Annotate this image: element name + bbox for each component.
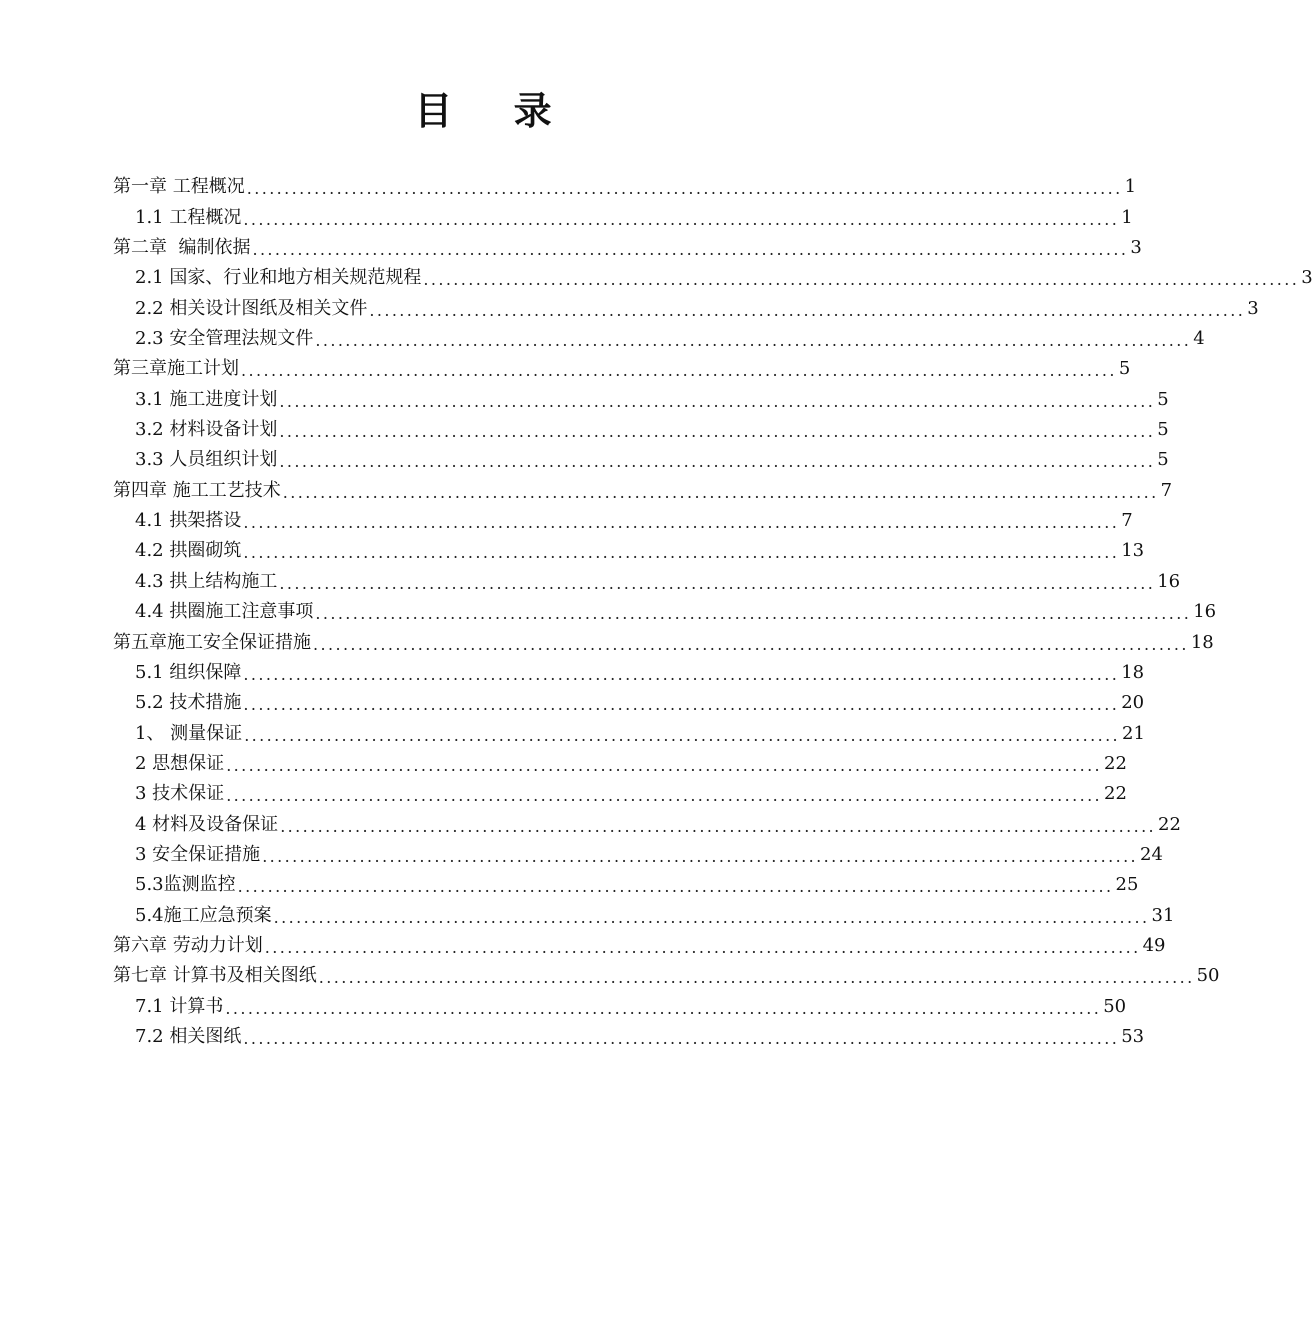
toc-entry[interactable]	[113, 170, 1137, 200]
toc-entry-label: 第七章 计算书及相关图纸	[113, 963, 317, 989]
toc-entry[interactable]	[113, 291, 1259, 321]
toc-entry-label: 5.3监测监控	[135, 872, 236, 898]
dot-leader: .....................................................................................................................	[226, 786, 1103, 806]
toc-entry-label: 4.4 拱圈施工注意事项	[135, 599, 313, 625]
toc-entry-page-number: 31	[1151, 904, 1175, 926]
toc-entry-label: 2.2 相关设计图纸及相关文件	[135, 296, 367, 322]
toc-entry-page-number: 50	[1103, 995, 1127, 1017]
dot-leader: .....................................................................................................................	[241, 361, 1117, 381]
dot-leader: .....................................................................................................................	[243, 543, 1120, 563]
toc-entry[interactable]	[113, 747, 1127, 777]
toc-entry-label: 4 材料及设备保证	[135, 812, 278, 838]
toc-entry-page-number: 3	[1130, 237, 1142, 259]
toc-entry-page-number: 13	[1121, 540, 1145, 562]
toc-entry[interactable]	[113, 473, 1173, 503]
toc-entry[interactable]	[113, 1020, 1145, 1050]
toc-entry[interactable]	[113, 564, 1181, 594]
toc-entry-page-number: 3	[1247, 297, 1259, 319]
toc-entry-page-number: 5	[1157, 388, 1169, 410]
toc-entry-page-number: 16	[1193, 601, 1217, 623]
toc-entry-label: 第六章 劳动力计划	[113, 933, 263, 959]
dot-leader: .....................................................................................................................	[243, 664, 1120, 684]
dot-leader: .....................................................................................................................	[252, 240, 1129, 260]
toc-entry-page-number: 53	[1121, 1025, 1145, 1047]
dot-leader: .....................................................................................................................	[279, 391, 1156, 411]
toc-entry-page-number: 5	[1157, 419, 1169, 441]
toc-entry[interactable]	[113, 382, 1169, 412]
toc-entry[interactable]	[113, 504, 1133, 534]
dot-leader: .....................................................................................................................	[243, 695, 1120, 715]
toc-entry-label: 3.2 材料设备计划	[135, 417, 277, 443]
toc-entry-page-number: 18	[1190, 631, 1214, 653]
toc-entry[interactable]	[113, 261, 1313, 291]
toc-entry[interactable]	[113, 322, 1205, 352]
toc-entry-page-number: 7	[1160, 479, 1173, 501]
toc-entry-label: 7.2 相关图纸	[135, 1024, 241, 1050]
toc-entry-label: 第三章施工计划	[113, 356, 239, 382]
dot-leader: .....................................................................................................................	[313, 634, 1189, 654]
toc-entry[interactable]	[113, 595, 1217, 625]
toc-entry-label: 第二章 编制依据	[113, 235, 250, 261]
toc-entry-page-number: 5	[1157, 449, 1169, 471]
toc-entry[interactable]	[113, 625, 1214, 655]
dot-leader: .....................................................................................................................	[273, 907, 1150, 927]
toc-entry-label: 4.2 拱圈砌筑	[135, 538, 241, 564]
toc-entry[interactable]	[113, 898, 1175, 928]
toc-entry[interactable]	[113, 443, 1169, 473]
toc-entry[interactable]	[113, 686, 1145, 716]
toc-entry[interactable]	[113, 959, 1220, 989]
toc-entry-page-number: 22	[1158, 813, 1181, 835]
toc-entry[interactable]	[113, 838, 1163, 868]
toc-entry-label: 5.4施工应急预案	[135, 903, 272, 929]
dot-leader: .....................................................................................................................	[262, 846, 1139, 866]
toc-entry-page-number: 21	[1122, 722, 1145, 744]
toc-entry-page-number: 1	[1124, 176, 1137, 198]
toc-entry-label: 1、 测量保证	[135, 721, 242, 747]
toc-entry-page-number: 1	[1121, 206, 1133, 228]
dot-leader: .....................................................................................................................	[243, 209, 1120, 229]
toc-entry-label: 3 安全保证措施	[135, 842, 260, 868]
toc-entry-label: 3 技术保证	[135, 781, 224, 807]
toc-entry-label: 1.1 工程概况	[135, 205, 241, 231]
toc-entry[interactable]	[113, 200, 1133, 230]
dot-leader: .....................................................................................................................	[279, 573, 1156, 593]
toc-entry-page-number: 20	[1121, 692, 1145, 714]
dot-leader: .....................................................................................................................	[237, 877, 1114, 897]
toc-entry-label: 3.1 施工进度计划	[135, 387, 277, 413]
toc-entry-label: 4.3 拱上结构施工	[135, 569, 277, 595]
toc-entry-label: 2.1 国家、行业和地方相关规范规程	[135, 265, 421, 291]
dot-leader: .....................................................................................................................	[226, 755, 1103, 775]
toc-entry-page-number: 5	[1118, 358, 1131, 380]
toc-entry[interactable]	[113, 868, 1139, 898]
dot-leader: .....................................................................................................................	[423, 270, 1300, 290]
dot-leader: .....................................................................................................................	[244, 725, 1121, 745]
toc-entry-page-number: 50	[1196, 965, 1220, 987]
page-title: 目 录	[414, 89, 576, 133]
toc-entry-label: 5.2 技术措施	[135, 690, 241, 716]
toc-entry-page-number: 49	[1142, 934, 1166, 956]
toc-entry-label: 3.3 人员组织计划	[135, 447, 277, 473]
dot-leader: .....................................................................................................................	[225, 998, 1102, 1018]
toc-entry-page-number: 4	[1193, 328, 1205, 350]
toc-entry-label: 第一章 工程概况	[113, 174, 245, 200]
toc-entry[interactable]	[113, 989, 1127, 1019]
toc-entry-page-number: 22	[1104, 783, 1127, 805]
toc-entry-page-number: 24	[1140, 843, 1163, 865]
table-of-contents	[113, 170, 1313, 1050]
toc-entry[interactable]	[113, 929, 1166, 959]
dot-leader: .....................................................................................................................	[315, 604, 1192, 624]
toc-entry-label: 5.1 组织保障	[135, 660, 241, 686]
toc-entry-page-number: 3	[1301, 267, 1313, 289]
toc-entry-label: 第四章 施工工艺技术	[113, 478, 281, 504]
toc-entry[interactable]	[113, 231, 1142, 261]
dot-leader: .....................................................................................................................	[279, 452, 1156, 472]
toc-entry-label: 4.1 拱架搭设	[135, 508, 241, 534]
toc-entry[interactable]	[113, 534, 1145, 564]
toc-entry-page-number: 22	[1104, 752, 1127, 774]
dot-leader: .....................................................................................................................	[369, 300, 1246, 320]
dot-leader: .....................................................................................................................	[280, 816, 1157, 836]
dot-leader: .....................................................................................................................	[243, 1028, 1120, 1048]
toc-entry-page-number: 25	[1115, 874, 1139, 896]
toc-entry[interactable]	[113, 352, 1131, 382]
toc-entry[interactable]	[113, 716, 1145, 746]
toc-entry-label: 2.3 安全管理法规文件	[135, 326, 313, 352]
dot-leader: .....................................................................................................................	[279, 422, 1156, 442]
toc-entry[interactable]	[113, 656, 1145, 686]
toc-entry-page-number: 18	[1121, 661, 1145, 683]
toc-entry-page-number: 16	[1157, 570, 1181, 592]
toc-entry[interactable]	[113, 807, 1181, 837]
toc-entry[interactable]	[113, 777, 1127, 807]
dot-leader: .....................................................................................................................	[246, 179, 1123, 199]
dot-leader: .....................................................................................................................	[243, 513, 1120, 533]
dot-leader: .....................................................................................................................	[282, 482, 1159, 502]
toc-entry[interactable]	[113, 413, 1169, 443]
toc-entry-label: 第五章施工安全保证措施	[113, 630, 311, 656]
dot-leader: .....................................................................................................................	[315, 331, 1192, 351]
toc-entry-page-number: 7	[1121, 510, 1133, 532]
toc-entry-label: 7.1 计算书	[135, 994, 223, 1020]
dot-leader: .....................................................................................................................	[264, 937, 1141, 957]
dot-leader: .....................................................................................................................	[318, 968, 1195, 988]
toc-entry-label: 2 思想保证	[135, 751, 224, 777]
